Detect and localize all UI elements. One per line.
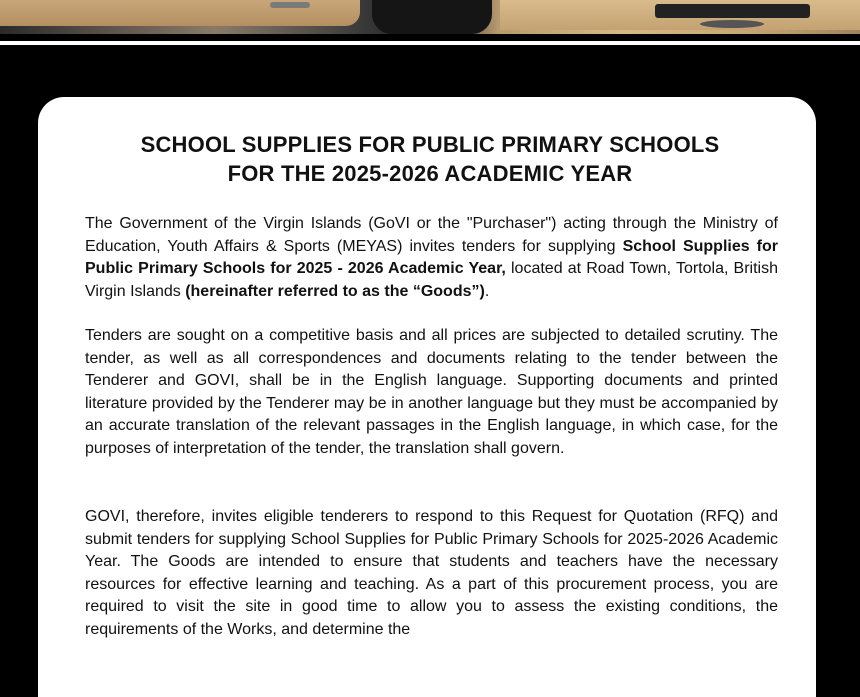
header-divider — [0, 41, 860, 45]
intro-bold-goods-title: School Supplies for Public Primary Schools for 2025 - 2026 Academic Year, — [85, 237, 778, 277]
intro-text-a: The Government of the Virgin Islands (GoVI or the "Purchaser") acting through the Ministry of Education, Youth Affairs & Sports (MEYAS) invites tenders for supplying — [85, 215, 778, 255]
title-line-2: FOR THE 2025-2026 ACADEMIC YEAR — [227, 161, 633, 186]
office-chair — [372, 0, 492, 34]
table-outlet — [270, 2, 310, 8]
intro-text-b: located at Road Town, Tortola, British Virgin Islands — [85, 260, 779, 300]
title-line-1: SCHOOL SUPPLIES FOR PUBLIC PRIMARY SCHOOLS — [140, 132, 720, 157]
notice-title — [0, 130, 860, 188]
paragraph-invitation: GOVI, therefore, invites eligible tenderers to respond to this Request for Quotation (RFQ) and submit tenders for supplying School Supplies for Public Primary Schools for 2025-2026 Academic Year. The Goods are intended to ensure that students and teachers have the necessary resources for effective learning and teaching. As a part of this procurement process, you are required to visit the site in good time to allow you to assess the existing conditions, the requirements of the Works, and determine the — [85, 508, 778, 638]
conference-device — [655, 4, 810, 18]
paragraph-tender-language: Tenders are sought on a competitive basis and all prices are subjected to detailed scrutiny. The tender, as well as all correspondences and documents relating to the tender between the Tenderer and GOVI, shall be in the English language. Supporting documents and printed literature provided by the Tenderer may be in another language but they must be accompanied by an accurate translation of the relevant passages in the English language, in which case, for the purposes of interpretation of the tender, the translation shall govern. — [85, 327, 778, 457]
device-base — [700, 20, 764, 28]
intro-bold-goods-definition: (hereinafter referred to as the “Goods”) — [185, 282, 485, 300]
paragraph-intro — [85, 213, 778, 303]
intro-text-c: . — [484, 282, 490, 300]
header-photo — [0, 0, 860, 34]
